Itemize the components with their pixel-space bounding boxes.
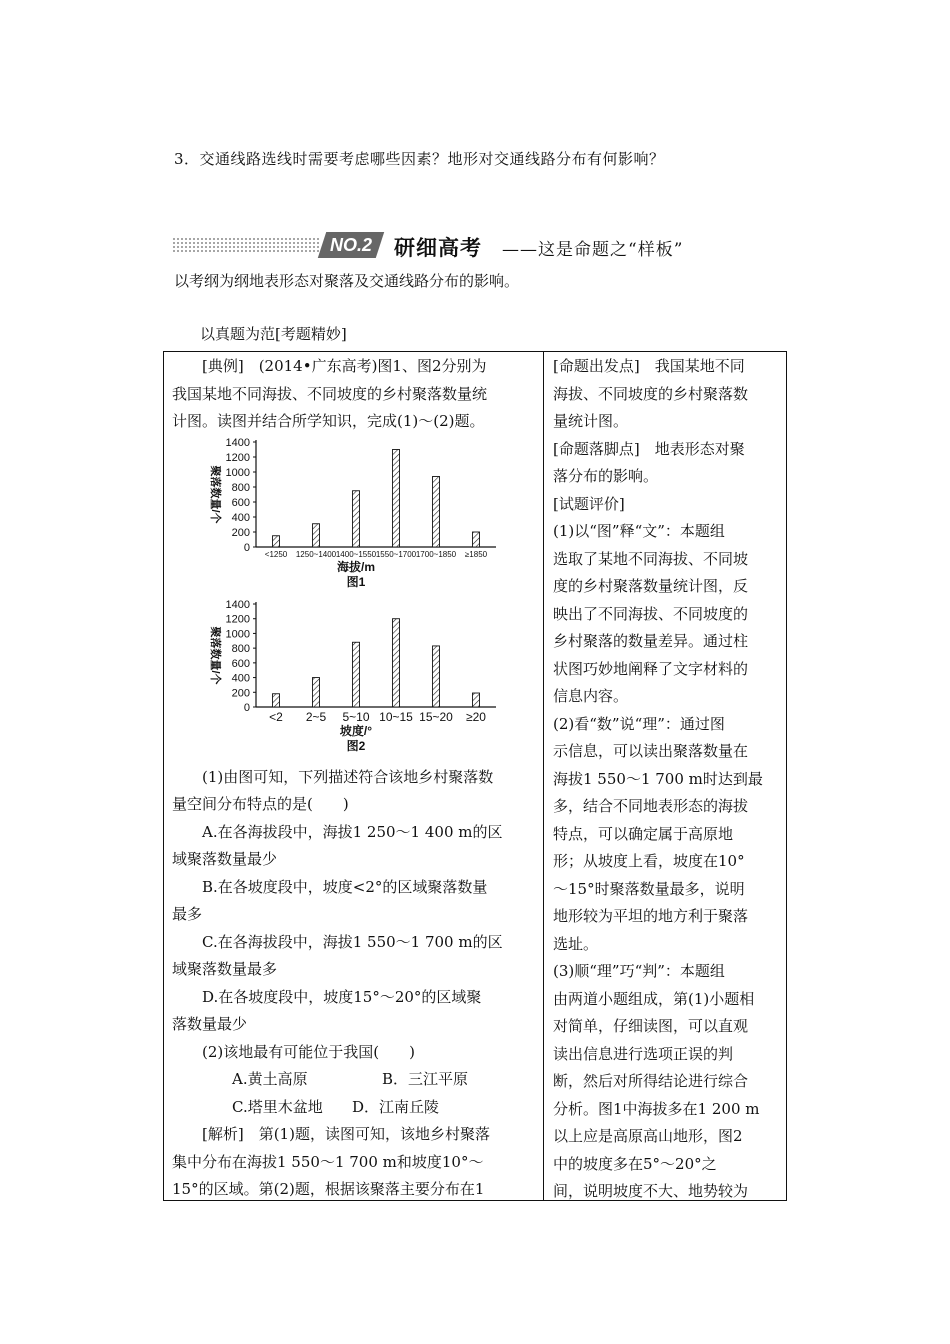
option-d: D.在各坡度段中，坡度15°～20°的区域聚	[202, 987, 482, 1006]
bar	[393, 619, 400, 707]
commentary-line: 中的坡度多在5°～20°之	[553, 1154, 717, 1173]
option-d-cont: 落数量最少	[172, 1015, 248, 1033]
x-tick-label: 2~5	[305, 710, 327, 724]
analysis-line: [解析] 第(1)题，读图可知，该地乡村聚落	[202, 1125, 490, 1143]
q2-option-c: C.塔里木盆地	[232, 1097, 323, 1116]
commentary-line: 映出了不同海拔、不同坡度的	[553, 604, 749, 623]
chart-title: 图2	[346, 739, 366, 753]
x-tick-label: 1400~1550	[335, 550, 377, 559]
commentary-line: [试题评价]	[553, 494, 625, 513]
y-axis-label: 聚落数量/个	[209, 626, 221, 685]
y-tick-label: 0	[243, 542, 250, 554]
section-subtitle: ——这是命题之“样板”	[502, 240, 684, 260]
table-divider	[543, 351, 544, 1201]
q2-option-a: A.黄土高原	[232, 1070, 308, 1088]
commentary-line: 分析。图1中海拔多在1 200 m	[553, 1099, 760, 1118]
chart-title: 图1	[346, 575, 366, 589]
chart-2	[200, 594, 520, 757]
commentary-line: 海拔、不同坡度的乡村聚落数	[553, 384, 749, 403]
y-tick-label: 400	[231, 512, 250, 524]
option-a: A.在各海拔段中，海拔1 250～1 400 m的区	[202, 822, 503, 841]
chart-1	[200, 432, 520, 597]
commentary-line: 示信息，可以读出聚落数量在	[553, 742, 749, 760]
y-tick-label: 200	[231, 687, 250, 700]
commentary-line: (3)顺“理”巧“判”：本题组	[553, 962, 725, 980]
y-tick-label: 400	[231, 672, 250, 685]
y-tick-label: 600	[231, 497, 250, 509]
y-tick-label: 200	[231, 527, 250, 539]
analysis-line: 15°的区域。第(2)题，根据该聚落主要分布在1	[172, 1180, 485, 1198]
commentary-line: [命题出发点] 我国某地不同	[553, 357, 745, 375]
bar	[353, 491, 360, 547]
x-tick-label: 1700~1850	[415, 550, 457, 559]
commentary-line: 地形较为平坦的地方利于聚落	[553, 907, 749, 925]
commentary-line: (2)看“数”说“理”：通过图	[553, 714, 725, 733]
commentary-line: 乡村聚落的数量差异。通过柱	[553, 632, 749, 650]
question-2: (2)该地最有可能位于我国( )	[202, 1042, 415, 1061]
example-line: 计图。读图并结合所学知识，完成(1)～(2)题。	[172, 412, 485, 430]
commentary-line: 多，结合不同地表形态的海拔	[553, 797, 749, 815]
y-tick-label: 800	[231, 643, 250, 656]
chart-1-svg	[200, 432, 520, 597]
intro-text: 以考纲为纲地表形态对聚落及交通线路分布的影响。	[174, 272, 520, 290]
y-tick-label: 800	[231, 482, 250, 494]
section-badge	[318, 232, 384, 258]
commentary-line: 形；从坡度上看，坡度在10°	[553, 852, 745, 870]
y-tick-label: 0	[243, 702, 250, 714]
option-c-cont: 域聚落数量最多	[172, 960, 278, 978]
y-tick-label: 1200	[225, 452, 250, 464]
y-tick-label: 1400	[225, 599, 250, 611]
commentary-line: 断，然后对所得结论进行综合	[553, 1072, 749, 1090]
commentary-line: 状图巧妙地阐释了文字材料的	[553, 659, 749, 678]
commentary-line: 选取了某地不同海拔、不同坡	[553, 549, 749, 568]
commentary-line: 特点，可以确定属于高原地	[553, 824, 734, 843]
x-axis-label: 海拔/m	[336, 560, 376, 574]
x-axis-label: 坡度/°	[339, 724, 373, 738]
commentary-line: (1)以“图”释“文”：本题组	[553, 522, 725, 540]
section-banner	[172, 228, 782, 264]
bar	[393, 450, 400, 548]
bar	[313, 678, 320, 707]
y-tick-label: 1400	[225, 437, 250, 449]
commentary-line: 量统计图。	[553, 412, 629, 430]
commentary-line: 海拔1 550～1 700 m时达到最	[553, 769, 763, 788]
bar	[313, 524, 320, 547]
option-b: B.在各坡度段中，坡度<2°的区域聚落数量	[202, 877, 488, 896]
commentary-line: 落分布的影响。	[553, 467, 659, 485]
analysis-line: 集中分布在海拔1 550～1 700 m和坡度10°～	[172, 1152, 484, 1171]
question-1-cont: 量空间分布特点的是( )	[172, 795, 349, 813]
option-b-cont: 最多	[172, 905, 203, 923]
x-tick-label: 5~10	[342, 710, 370, 724]
chart-2-svg	[200, 594, 520, 757]
section-title: 研细高考	[394, 236, 482, 260]
dotted-decoration	[172, 237, 320, 253]
x-tick-label: 1550~1700	[375, 550, 417, 559]
bar	[273, 536, 280, 547]
commentary-line: 由两道小题组成，第(1)小题相	[553, 989, 755, 1008]
y-axis-label: 聚落数量/个	[209, 465, 221, 524]
example-line: 我国某地不同海拔、不同坡度的乡村聚落数量统	[172, 384, 488, 403]
q2-options-row-2	[172, 1094, 537, 1122]
x-tick-label: ≥20	[466, 710, 486, 724]
commentary-line: [命题落脚点] 地表形态对聚	[553, 439, 745, 458]
x-tick-label: 15~20	[419, 710, 453, 724]
right-column	[553, 353, 783, 1206]
q2-options-row-1	[172, 1066, 537, 1094]
x-tick-label: 1250~1400	[295, 550, 337, 559]
section-label: 以真题为范[考题精妙]	[200, 325, 347, 343]
commentary-line: 间，说明坡度不大、地势较为	[553, 1182, 749, 1200]
question-1: (1)由图可知，下列描述符合该地乡村聚落数	[202, 767, 494, 786]
y-tick-label: 1200	[225, 613, 250, 626]
bar	[473, 532, 480, 547]
question-3: 3．交通线路选线时需要考虑哪些因素？地形对交通线路分布有何影响？	[174, 150, 665, 168]
option-a-cont: 域聚落数量最少	[172, 850, 278, 868]
commentary-line: 信息内容。	[553, 687, 629, 705]
commentary-line: 以上应是高原高山地形，图2	[553, 1127, 743, 1145]
badge-label: NO.2	[329, 235, 372, 255]
x-tick-label: 10~15	[379, 710, 413, 724]
y-tick-label: 600	[231, 657, 250, 670]
x-tick-label: ≥1850	[464, 550, 488, 559]
option-c: C.在各海拔段中，海拔1 550～1 700 m的区	[202, 932, 503, 951]
commentary-line: 对简单，仔细读图，可以直观	[553, 1017, 749, 1035]
y-tick-label: 1000	[225, 628, 250, 641]
x-tick-label: <1250	[264, 550, 288, 559]
bar	[473, 693, 480, 707]
commentary-line: 度的乡村聚落数量统计图，反	[553, 577, 749, 595]
bar	[433, 477, 440, 548]
commentary-line: 读出信息进行选项正误的判	[553, 1044, 734, 1063]
bar	[273, 694, 280, 707]
x-tick-label: <2	[269, 710, 283, 724]
q2-option-b: B．三江平原	[382, 1070, 469, 1088]
commentary-line: ～15°时聚落数量最多，说明	[553, 879, 745, 898]
bar	[433, 646, 440, 707]
bar	[353, 642, 360, 707]
commentary-line: 选址。	[553, 934, 599, 953]
y-tick-label: 1000	[225, 467, 250, 479]
q2-option-d: D．江南丘陵	[352, 1097, 440, 1116]
example-line: [典例] (2014•广东高考)图1、图2分别为	[202, 357, 487, 375]
